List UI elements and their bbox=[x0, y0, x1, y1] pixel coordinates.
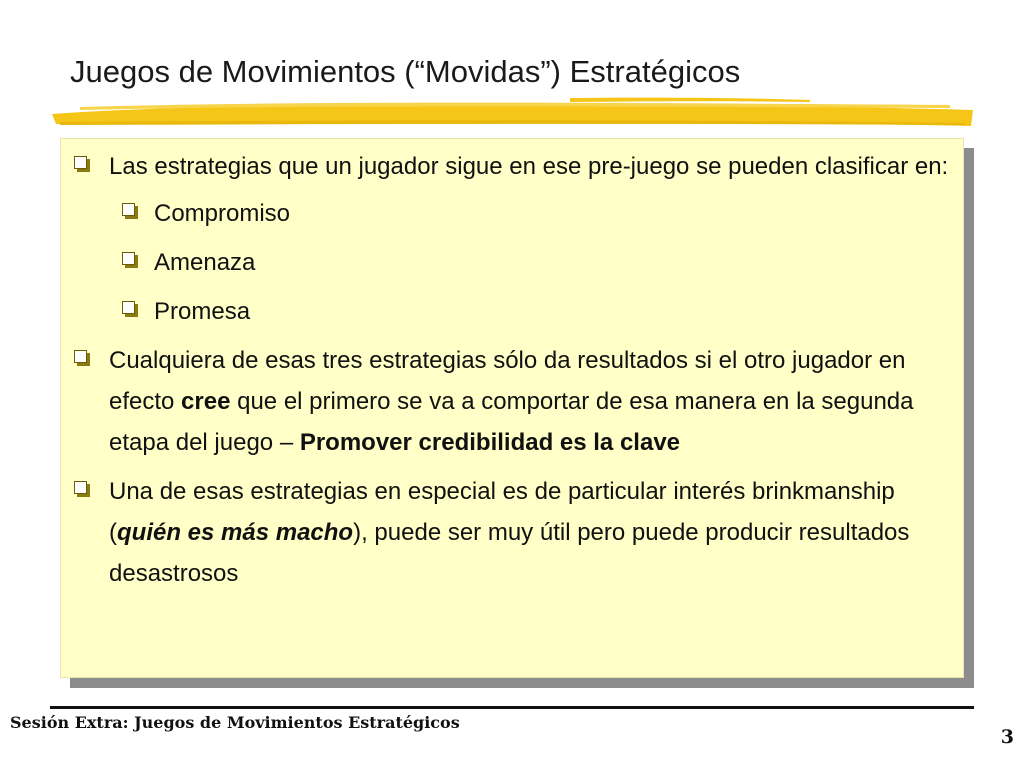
bullet-item bbox=[72, 340, 952, 463]
sub-bullet-text: Compromiso bbox=[154, 200, 291, 227]
bullet-list bbox=[72, 146, 952, 594]
checkbox-bullet-icon bbox=[122, 301, 140, 319]
bullet-bold-text: Promover credibilidad es la clave bbox=[299, 429, 681, 456]
sub-bullet-text: Amenaza bbox=[154, 249, 256, 276]
checkbox-bullet-icon bbox=[74, 156, 92, 174]
title-underline-brush bbox=[50, 92, 975, 134]
footer-divider bbox=[50, 706, 974, 709]
slide-title: Juegos de Movimientos (“Movidas”) Estratégicos bbox=[70, 54, 741, 89]
checkbox-bullet-icon bbox=[122, 203, 140, 221]
sub-bullet-item bbox=[72, 242, 952, 283]
bullet-text-part: Cualquiera de esas tres estrategias sólo da resultados si el otro jugador en efecto bbox=[109, 347, 906, 415]
bullet-text-part: Una de esas estrategias en especial es de particular interés brinkmanship ( bbox=[109, 478, 895, 546]
bullet-item bbox=[72, 471, 952, 594]
checkbox-bullet-icon bbox=[122, 252, 140, 270]
bullet-bold-text: cree bbox=[181, 388, 231, 415]
bullet-item bbox=[72, 146, 952, 187]
sub-bullet-text: Promesa bbox=[154, 298, 251, 325]
bullet-emphasis-text: quién es más macho bbox=[117, 519, 354, 546]
bullet-text: Las estrategias que un jugador sigue en ese pre-juego se pueden clasificar en: bbox=[109, 153, 949, 180]
sub-bullet-item bbox=[72, 193, 952, 234]
checkbox-bullet-icon bbox=[74, 481, 92, 499]
sub-bullet-item bbox=[72, 291, 952, 332]
footer-text: Sesión Extra: Juegos de Movimientos Estratégicos bbox=[10, 713, 460, 732]
checkbox-bullet-icon bbox=[74, 350, 92, 368]
bullet-text-part: que el primero se va a comportar de esa manera en la segunda etapa del juego – bbox=[109, 388, 914, 456]
bullet-text-part: ), puede ser muy útil pero puede producir resultados desastrosos bbox=[109, 519, 910, 587]
page-number: 3 bbox=[1000, 726, 1014, 748]
